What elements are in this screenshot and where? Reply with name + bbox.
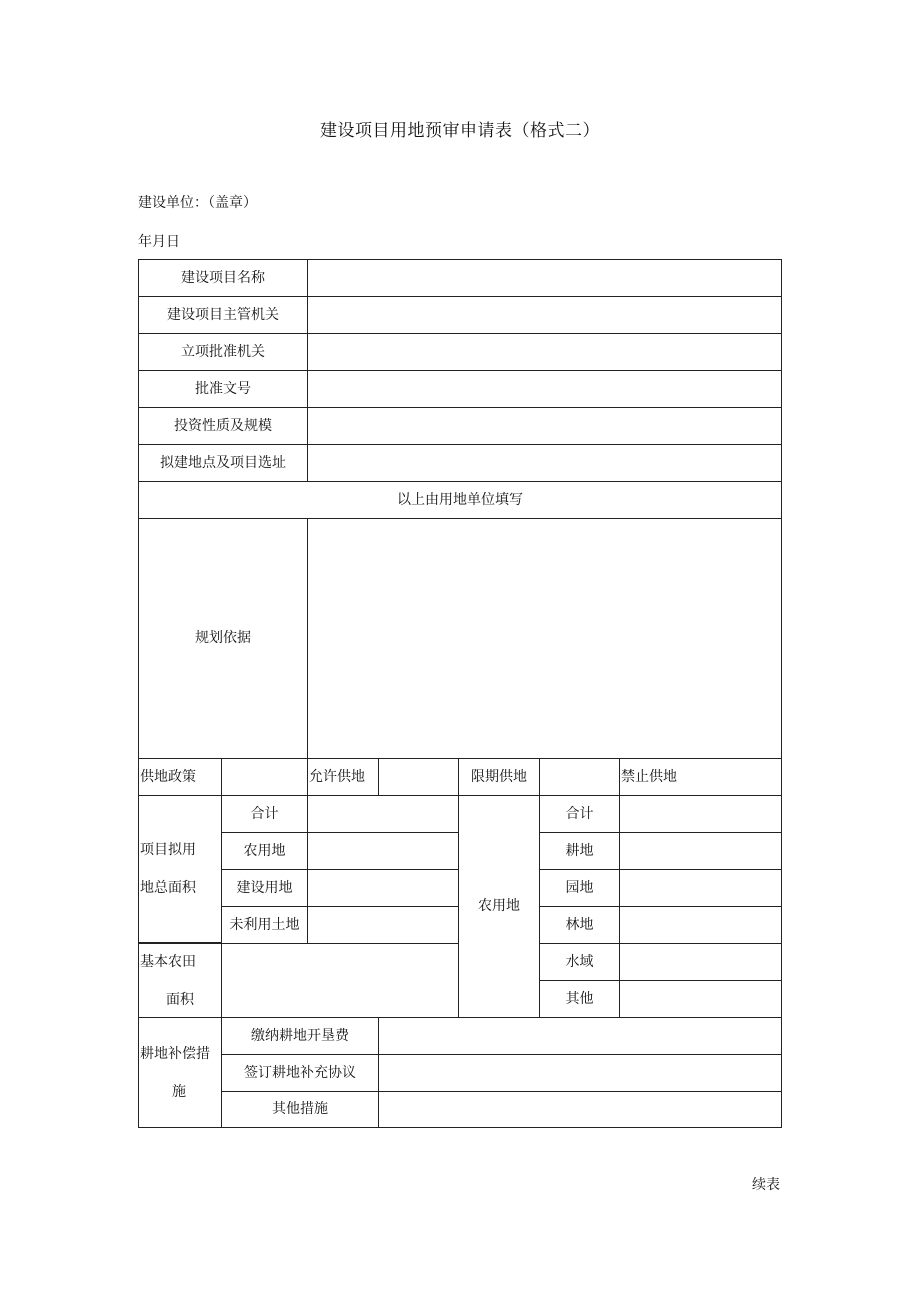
forbidden-supply-label: 禁止供地 [619, 758, 782, 796]
agri-total-field[interactable] [619, 795, 782, 833]
application-form-table [138, 259, 782, 1128]
other-field[interactable] [619, 980, 782, 1018]
date-label: 年月日 [138, 234, 180, 250]
total-field[interactable] [307, 795, 459, 833]
continued-label: 续表 [752, 1177, 780, 1193]
investment-field[interactable] [307, 407, 782, 445]
basic-farmland-label-line1: 基本农田 [140, 953, 196, 970]
authority-field[interactable] [307, 296, 782, 334]
limited-supply-field[interactable] [539, 758, 620, 796]
supply-policy-field[interactable] [221, 758, 308, 796]
total-area-label-line2: 地总面积 [140, 880, 196, 896]
other-label: 其他 [539, 980, 620, 1018]
agri-land-field[interactable] [307, 832, 459, 870]
planning-basis-field[interactable] [307, 518, 782, 759]
project-name-field[interactable] [307, 259, 782, 297]
investment-label: 投资性质及规模 [138, 407, 308, 445]
other-measures-label: 其他措施 [221, 1091, 379, 1128]
supply-policy-label: 供地政策 [138, 758, 222, 796]
forest-field[interactable] [619, 906, 782, 944]
garden-label: 园地 [539, 869, 620, 907]
agri-total-label: 合计 [539, 795, 620, 833]
reclamation-fee-label: 缴纳耕地开垦费 [221, 1017, 379, 1055]
forest-label: 林地 [539, 906, 620, 944]
total-label: 合计 [221, 795, 308, 833]
reclamation-fee-field[interactable] [378, 1017, 782, 1055]
location-field[interactable] [307, 444, 782, 482]
compensation-label [138, 1017, 222, 1128]
allowed-supply-field[interactable] [378, 758, 459, 796]
authority-label: 建设项目主管机关 [138, 296, 308, 334]
approval-authority-field[interactable] [307, 333, 782, 371]
approval-authority-label: 立项批准机关 [138, 333, 308, 371]
water-field[interactable] [619, 943, 782, 981]
allowed-supply-label: 允许供地 [307, 758, 379, 796]
construction-land-label: 建设用地 [221, 869, 308, 907]
compensation-label-line2: 施 [172, 1083, 186, 1100]
agri-land-group-label: 农用地 [458, 795, 540, 1018]
total-area-label-line1: 项目拟用 [140, 842, 196, 858]
agri-land-label: 农用地 [221, 832, 308, 870]
unused-land-field[interactable] [307, 906, 459, 944]
total-area-label [138, 795, 222, 943]
approval-number-field[interactable] [307, 370, 782, 408]
garden-field[interactable] [619, 869, 782, 907]
planning-basis-label: 规划依据 [138, 518, 308, 759]
other-measures-field[interactable] [378, 1091, 782, 1128]
filled-by-note: 以上由用地单位填写 [138, 481, 782, 519]
basic-farmland-label [138, 943, 222, 1018]
construction-land-field[interactable] [307, 869, 459, 907]
supplement-agreement-field[interactable] [378, 1054, 782, 1092]
cultivated-label: 耕地 [539, 832, 620, 870]
approval-number-label: 批准文号 [138, 370, 308, 408]
unused-land-label: 未利用土地 [221, 906, 308, 944]
basic-farmland-field[interactable] [221, 943, 459, 1018]
basic-farmland-label-line2: 面积 [166, 991, 194, 1008]
compensation-label-line1: 耕地补偿措 [140, 1045, 210, 1062]
page-title: 建设项目用地预审申请表（格式二） [320, 121, 600, 141]
location-label: 拟建地点及项目选址 [138, 444, 308, 482]
limited-supply-label: 限期供地 [458, 758, 540, 796]
project-name-label: 建设项目名称 [138, 259, 308, 297]
water-label: 水域 [539, 943, 620, 981]
construction-unit-label: 建设单位：（盖章） [138, 195, 257, 211]
cultivated-field[interactable] [619, 832, 782, 870]
supplement-agreement-label: 签订耕地补充协议 [221, 1054, 379, 1092]
